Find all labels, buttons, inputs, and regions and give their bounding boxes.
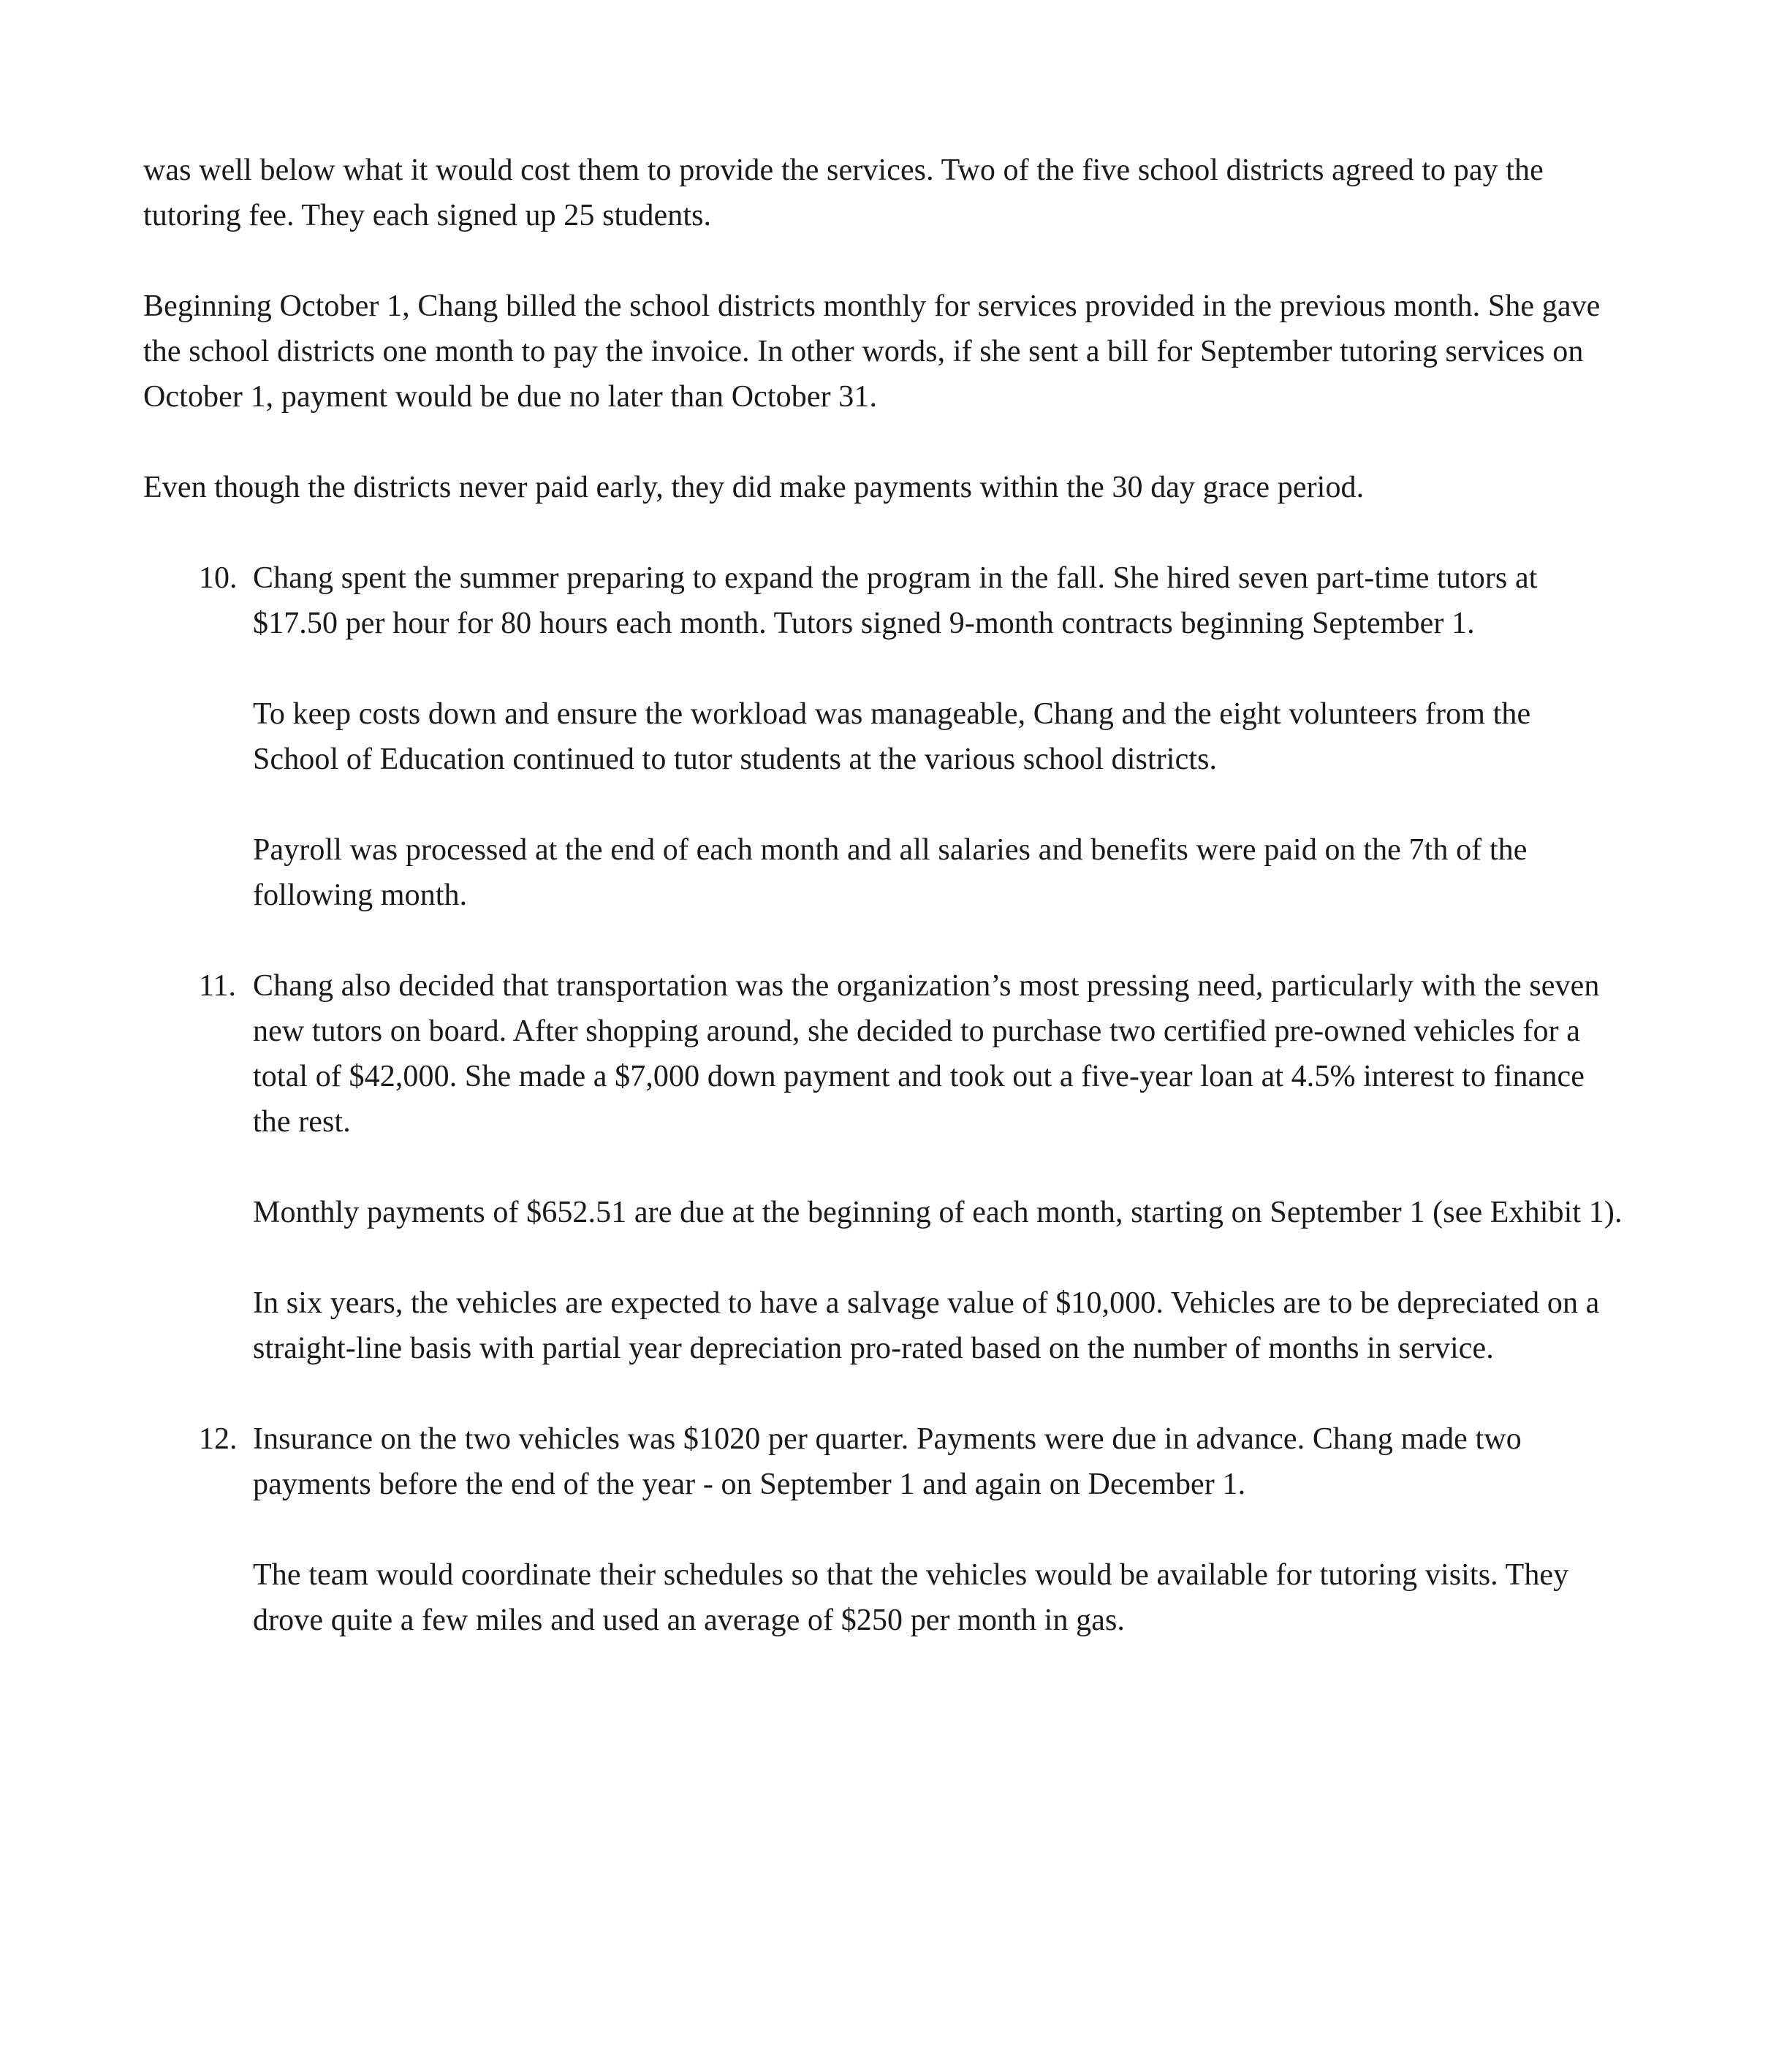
list-item-10-paragraph-2: To keep costs down and ensure the workload was manageable, Chang and the eight volunteers from the School of Education continued to tutor students at the various school districts. <box>253 697 1531 776</box>
list-number-11: 11. <box>199 969 236 1003</box>
list-item-10-paragraph-3: Payroll was processed at the end of each month and all salaries and benefits were paid on the 7th of the following month. <box>253 833 1528 912</box>
list-number-10: 10. <box>199 561 238 595</box>
list-item-12 <box>143 1416 1623 1643</box>
list-item-12-body <box>253 1416 1623 1643</box>
list-number-12: 12. <box>199 1422 238 1456</box>
list-item-12-paragraph-2: The team would coordinate their schedules so that the vehicles would be available for tutoring visits. They drove quite a few miles and used an average of $250 per month in gas. <box>253 1558 1569 1637</box>
list-item-12-paragraph-1: Insurance on the two vehicles was $1020 per quarter. Payments were due in advance. Chang made two payments before the end of the year - on September 1 and again on December 1. <box>253 1422 1522 1501</box>
body-paragraph-3: Even though the districts never paid early, they did make payments within the 30 day grace period. <box>143 471 1365 504</box>
list-item-10 <box>143 555 1623 918</box>
list-item-10-body <box>253 555 1623 918</box>
list-item-11-paragraph-1: Chang also decided that transportation was the organization’s most pressing need, particularly with the seven new tutors on board. After shopping around, she decided to purchase two certified pre-owned vehicles for a total of $42,000. She made a $7,000 down payment and took out a five-year loan at 4.5% interest to finance the rest. <box>253 969 1600 1139</box>
list-item-10-paragraph-1: Chang spent the summer preparing to expand the program in the fall. She hired seven part-time tutors at $17.50 per hour for 80 hours each month. Tutors signed 9-month contracts beginning September 1. <box>253 561 1538 640</box>
body-paragraph-1: was well below what it would cost them to provide the services. Two of the five school districts agreed to pay the tutoring fee. They each signed up 25 students. <box>143 153 1544 232</box>
body-paragraph-2: Beginning October 1, Chang billed the school districts monthly for services provided in the previous month. She gave the school districts one month to pay the invoice. In other words, if she sent a bill for September tutoring services on October 1, payment would be due no later than October 31. <box>143 289 1601 414</box>
list-item-11-paragraph-3: In six years, the vehicles are expected to have a salvage value of $10,000. Vehicles are to be depreciated on a straight-line basis with partial year depreciation pro-rated based on the number of months in service. <box>253 1286 1600 1365</box>
list-item-11 <box>143 963 1623 1371</box>
list-item-11-body <box>253 963 1623 1371</box>
list-item-11-paragraph-2: Monthly payments of $652.51 are due at the beginning of each month, starting on September 1 (see Exhibit 1). <box>253 1196 1623 1229</box>
